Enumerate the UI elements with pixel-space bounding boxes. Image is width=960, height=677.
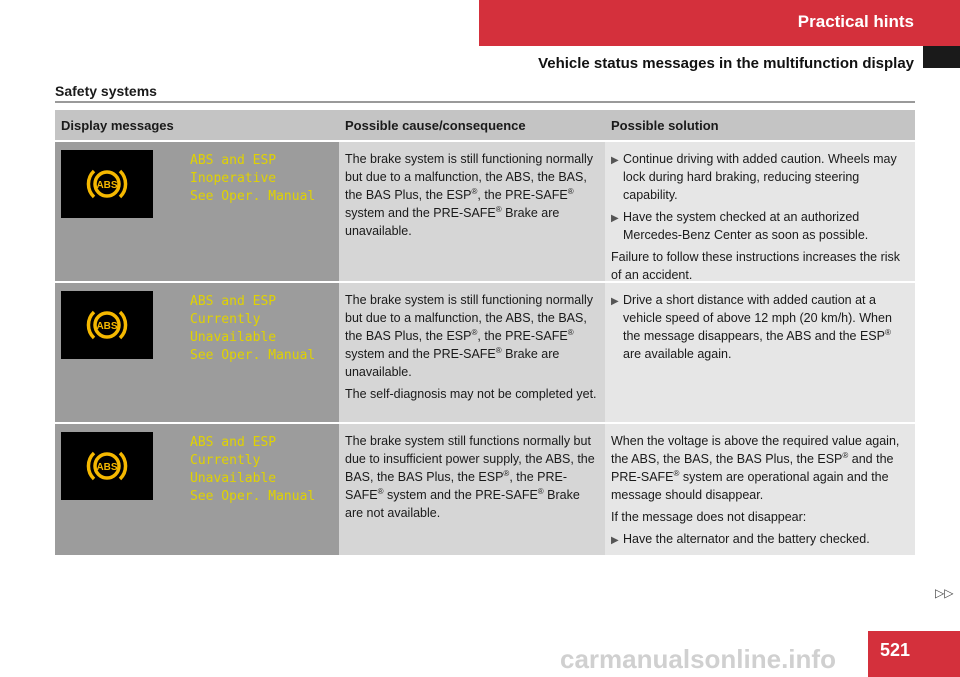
cause-cell: The brake system still functions normally but due to insufficient power supply, the ABS, the BAS, the BAS Plus, the ESP®, the PRE-SAFE® system and the PRE-SAFE® Brake are not available. — [339, 424, 605, 555]
status-messages-table — [55, 110, 915, 555]
display-message-cell — [55, 142, 339, 281]
column-header: Possible solution — [611, 117, 719, 133]
solution-step: ▶ Have the alternator and the battery checked. — [611, 530, 909, 550]
display-message-cell — [55, 283, 339, 422]
solution-step: ▶ Drive a short distance with added caution at a vehicle speed of above 12 mph (20 km/h). When the message disappears, the ABS and the ESP® are available again. — [611, 293, 892, 361]
cause-cell: The brake system is still functioning normally but due to a malfunction, the ABS, the BAS, the BAS Plus, the ESP®, the PRE-SAFE® system and the PRE-SAFE® Brake are unavailable. — [339, 142, 605, 281]
page-subtitle: Vehicle status messages in the multifunction display — [538, 55, 914, 72]
solution-cell — [605, 142, 915, 281]
page-number: 521 — [880, 640, 911, 660]
display-message-text: ABS and ESP Currently Unavailable See Oper. Manual — [190, 294, 316, 363]
watermark: carmanualsonline.info — [560, 644, 836, 674]
arrow-icon: ▶ — [611, 296, 619, 307]
continued-mark: ▷▷ — [935, 586, 954, 600]
section-title: Safety systems — [55, 83, 157, 99]
chapter-title: Practical hints — [797, 12, 914, 31]
arrow-icon: ▶ — [611, 535, 619, 546]
display-message-cell — [55, 424, 339, 555]
solution-step: ▶ Have the system checked at an authorized Mercedes-Benz Center as soon as possible. — [611, 210, 869, 242]
display-screen — [61, 150, 153, 218]
cause-note: The self-diagnosis may not be completed yet. — [345, 387, 597, 401]
section-divider — [55, 101, 915, 103]
display-message-text: ABS and ESP Inoperative See Oper. Manual — [190, 153, 316, 204]
svg-text:ABS: ABS — [96, 462, 118, 473]
table-row — [55, 140, 915, 281]
arrow-icon: ▶ — [611, 155, 619, 166]
svg-text:ABS: ABS — [96, 321, 118, 332]
abs-warning-icon — [86, 163, 128, 205]
arrow-icon: ▶ — [611, 213, 619, 224]
warning-note: Failure to follow these instructions increases the risk of an accident. — [611, 250, 901, 282]
column-header: Possible cause/consequence — [345, 117, 526, 133]
svg-text:ABS: ABS — [96, 180, 118, 191]
display-screen — [61, 291, 153, 359]
display-screen — [61, 432, 153, 500]
solution-step: ▶ Continue driving with added caution. Wheels may lock during hard braking, reducing steering capability. — [611, 152, 897, 202]
cause-cell: The brake system is still functioning normally but due to a malfunction, the ABS, the BAS, the BAS Plus, the ESP®, the PRE-SAFE® system and the PRE-SAFE® Brake are unavailable. The self-diagnosis may not be completed yet. — [339, 283, 605, 422]
solution-cell: When the voltage is above the required value again, the ABS, the BAS, the BAS Plus, the ESP® and the PRE-SAFE® system are operational again and the message should disappear. If the message does not disappear: ▶ Have the alternator and the battery checked. — [605, 424, 915, 555]
abs-warning-icon — [86, 304, 128, 346]
column-header: Display messages — [61, 117, 174, 133]
solution-note: If the message does not disappear: — [611, 510, 807, 524]
abs-warning-icon — [86, 445, 128, 487]
solution-cell — [605, 283, 915, 422]
table-header-row — [55, 110, 915, 140]
table-row — [55, 281, 915, 422]
header-tab — [923, 46, 960, 68]
table-row — [55, 422, 915, 555]
display-message-text: ABS and ESP Currently Unavailable See Oper. Manual — [190, 435, 316, 504]
